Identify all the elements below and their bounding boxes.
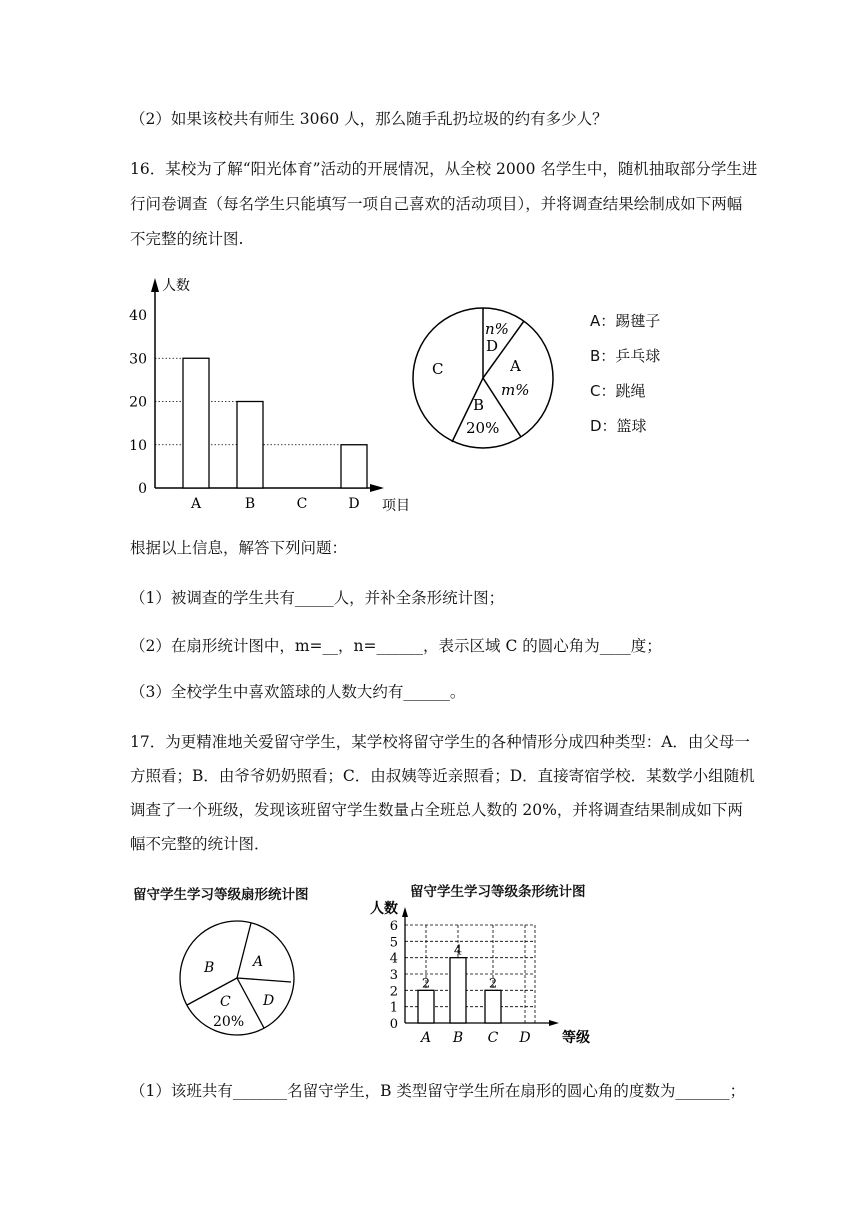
q16-ytick-10: 10 [129,437,147,454]
q17-category-D: D [519,1030,531,1046]
q16-pie-label-C: C [432,360,444,378]
q17-pie-label-D: D [263,993,275,1009]
q17-category-B: B [452,1030,464,1046]
q16-pie-chart [405,303,565,453]
q17-bar-xlabel: 等级 [562,1030,590,1046]
q16-ytick-30: 30 [129,351,147,368]
q15-part2: （2）如果该校共有师生 3060 人，那么随手乱扔垃圾的约有多少人？ [130,110,608,128]
q16-bar-A [183,358,209,488]
q17-line-1: 17．为更精准地关爱留守学生，某学校将留守学生的各种情形分成四种类型：A．由父母一 [130,733,750,751]
q16-line-3: 不完整的统计图. [130,230,244,248]
q17-pie-label-B: B [204,960,215,976]
q17-pie-title: 留守学生学习等级扇形统计图 [133,887,309,903]
q16-category-C: C [296,496,308,512]
q16-pie-label-B-pct: 20% [466,419,500,437]
q16-legend-C: C：跳绳 [590,382,646,400]
q16-category-B: B [244,496,256,512]
q16-pie-label-D: D [486,337,499,355]
q16-legend-D: D：篮球 [590,417,647,435]
q17-bar-title: 留守学生学习等级条形统计图 [410,884,586,900]
q16-bar-xlabel: 项目 [382,498,410,514]
q16-ytick-20: 20 [129,394,147,411]
q16-bar-chart [120,270,420,520]
q16-ytick-0: 0 [138,481,147,497]
q17-value-label-A: 2 [421,976,431,992]
q16-pie-label-D-pct: n% [485,320,509,338]
q16-legend-A: A：踢毽子 [590,312,661,330]
q17-ytick-6: 6 [389,919,398,934]
q16-ytick-40: 40 [129,308,147,324]
q17-pie-label-C-pct: 20% [213,1014,245,1030]
q17-line-4: 幅不完整的统计图． [130,835,270,853]
q17-pie-label-C: C [220,994,231,1010]
q16-bar-D [341,445,367,488]
q16-pie-label-A-pct: m% [501,381,530,399]
q16-prompt: 根据以上信息，解答下列问题： [130,539,348,557]
q16-bar-ylabel: 人数 [162,278,190,294]
q17-category-A: A [420,1030,432,1046]
q17-line-2: 方照看；B．由爷爷奶奶照看；C．由叔姨等近亲照看；D．直接寄宿学校．某数学小组随机 [130,767,755,785]
q17-bar-chart [365,895,605,1050]
q17-ytick-2: 2 [389,984,398,1000]
q16-line-1: 16．某校为了解“阳光体育”活动的开展情况，从全校 2000 名学生中，随机抽取部分学生进 [130,160,758,178]
q16-question-1: （1）被调查的学生共有_____人，并补全条形统计图； [130,589,505,607]
q17-ytick-0: 0 [389,1017,398,1032]
q17-question-1: （1）该班共有_______名留守学生，B 类型留守学生所在扇形的圆心角的度数为_______； [130,1082,746,1100]
q17-bar-A [418,990,434,1023]
q17-ytick-5: 5 [389,935,398,951]
q16-pie-label-B: B [473,396,485,414]
q16-question-3: （3）全校学生中喜欢篮球的人数大约有______。 [130,683,466,701]
q16-category-A: A [190,496,202,512]
q16-legend [590,304,660,444]
q17-ytick-1: 1 [389,1000,398,1016]
q17-value-label-C: 2 [488,976,498,992]
q17-pie-chart [175,918,300,1038]
q17-bar-C [485,990,501,1023]
q16-line-2: 行问卷调查（每名学生只能填写一项自己喜欢的活动项目），并将调查结果绘制成如下两幅 [130,195,743,213]
q16-category-D: D [348,496,360,512]
q17-ytick-3: 3 [389,968,398,983]
q16-bar-B [237,402,263,489]
q17-category-C: C [487,1030,499,1046]
q16-question-2: （2）在扇形统计图中，m=__，n=______，表示区域 C 的圆心角为____度； [130,637,662,655]
q17-pie-label-A: A [253,954,264,970]
q17-bar-ylabel: 人数 [370,901,398,917]
q16-pie-label-A: A [510,357,521,375]
q17-bar-B [450,958,466,1023]
q17-value-label-B: 4 [453,943,463,959]
q16-legend-B: B：乒乓球 [590,347,661,365]
q17-line-3: 调查了一个班级，发现该班留守学生数量占全班总人数的 20%，并将调查结果制成如下两 [130,801,743,819]
q17-ytick-4: 4 [389,951,398,967]
